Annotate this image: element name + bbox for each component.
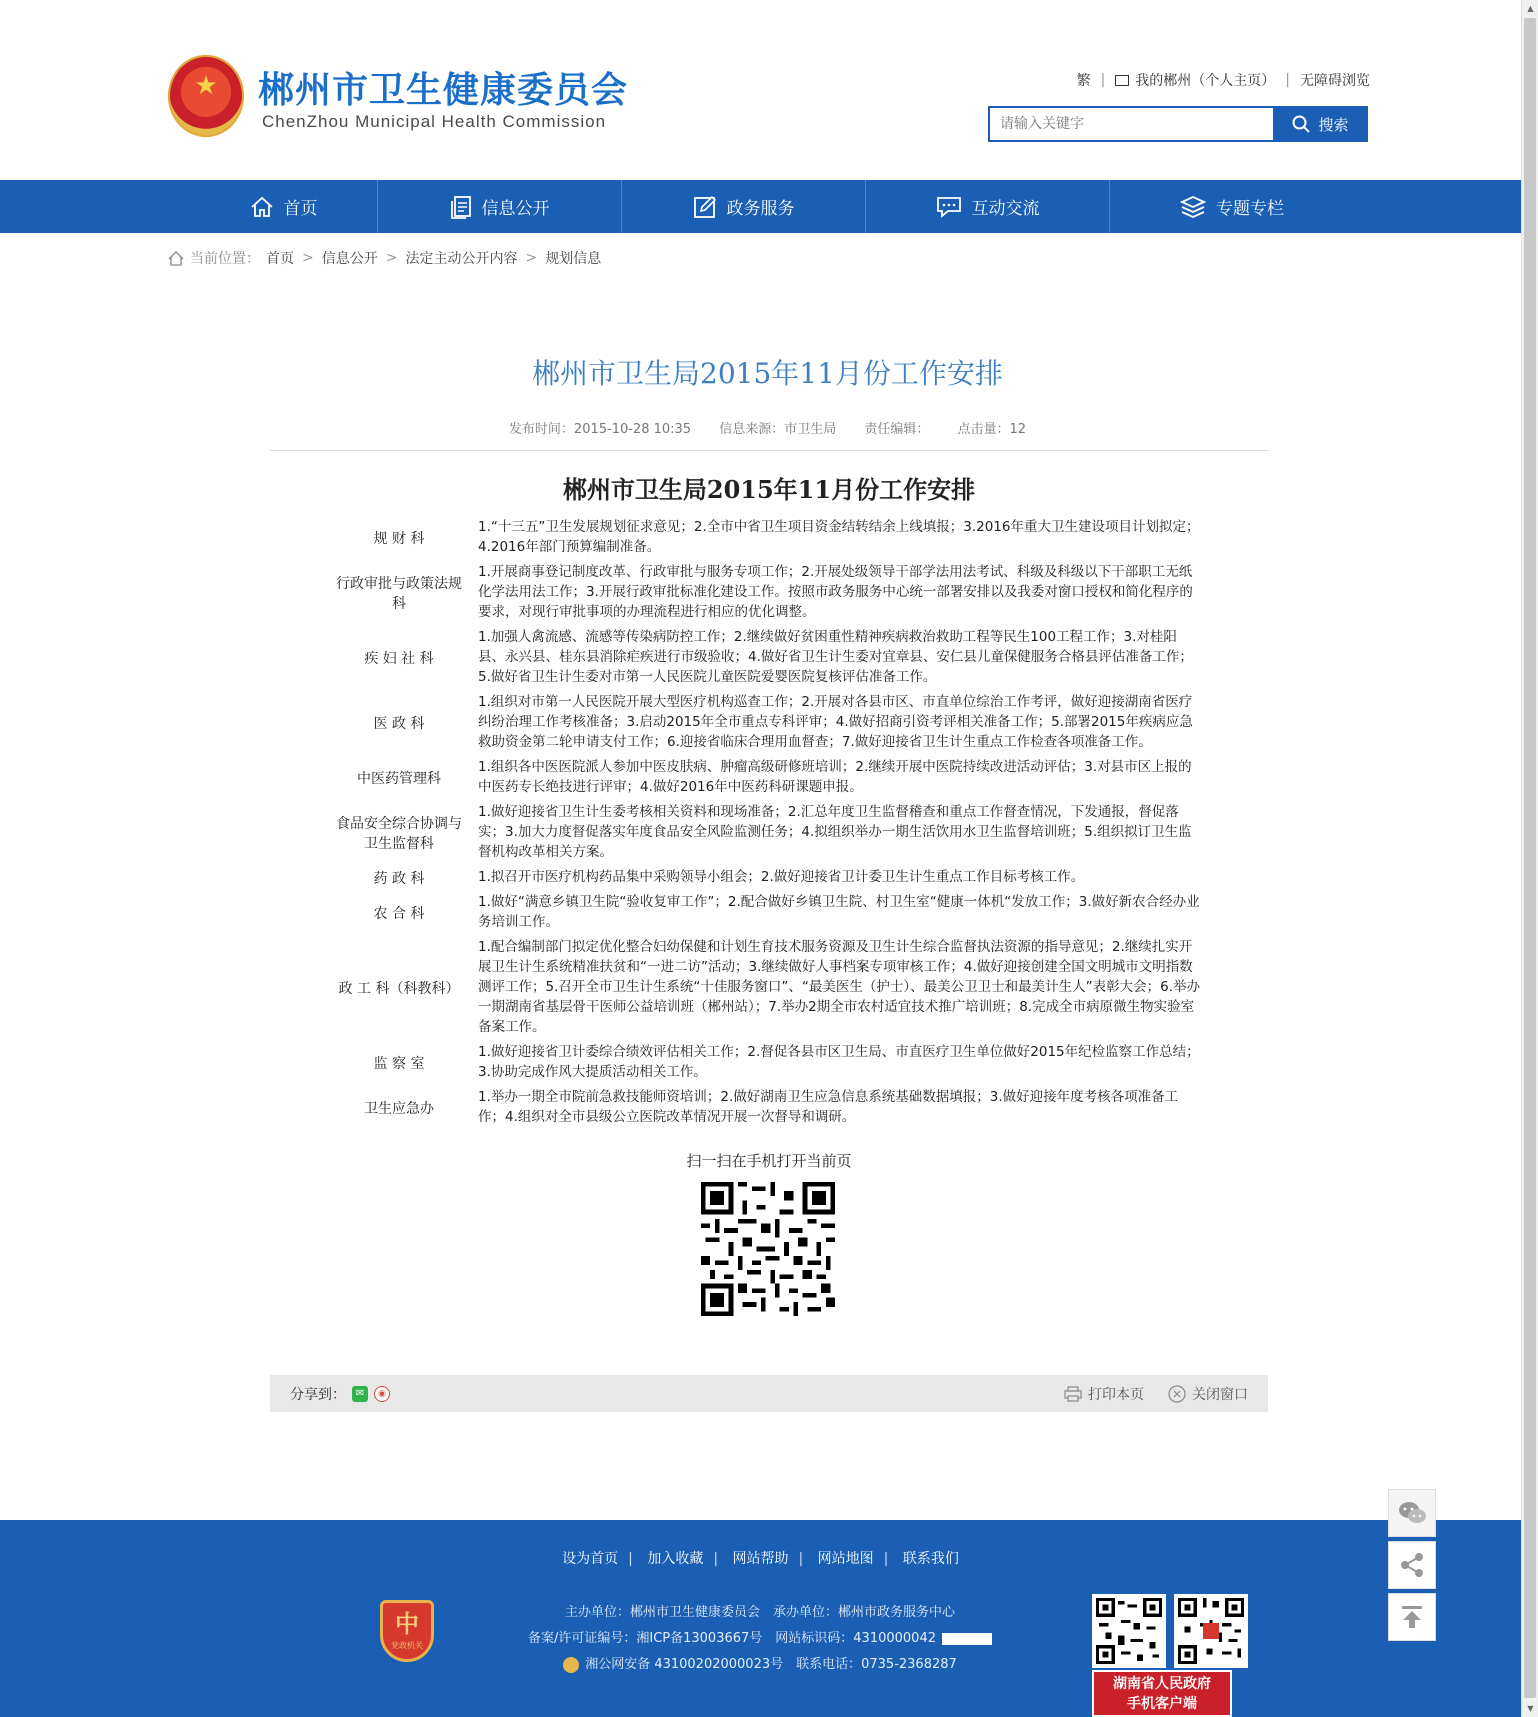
department-cell: 药 政 科	[373, 870, 425, 887]
traditional-chinese-link[interactable]: 繁	[1076, 73, 1091, 89]
scroll-thumb[interactable]	[1524, 18, 1536, 1698]
table-row	[330, 891, 1200, 936]
divider: |	[798, 1551, 804, 1567]
task-cell: 1.“十三五”卫生发展规划征求意见；2.全市中省卫生项目资金结转结余上线填报；3.2016年重大卫生建设项目计划拟定；4.2016年部门预算编制准备。	[478, 519, 1200, 555]
task-cell: 1.做好迎接省卫计委综合绩效评估相关工作；2.督促各县市区卫生局、市直医疗卫生单位做好2015年纪检监察工作总结；3.协助完成作风大提质活动相关工作。	[478, 1044, 1200, 1080]
nav-item-gov-services[interactable]	[622, 180, 866, 233]
close-window-button[interactable]	[1168, 1384, 1248, 1404]
table-row	[330, 626, 1200, 691]
nav-label: 首页	[283, 199, 318, 219]
department-cell: 中医药管理科	[357, 770, 441, 787]
nav-item-special-topics[interactable]	[1110, 180, 1354, 233]
accessibility-link[interactable]: 无障碍浏览	[1300, 73, 1370, 89]
share-float-button[interactable]	[1388, 1541, 1436, 1589]
page-qr-code	[701, 1182, 835, 1316]
site-id-badge[interactable]	[942, 1633, 992, 1645]
divider: |	[1285, 72, 1290, 88]
search-icon	[1292, 115, 1310, 133]
search-button-label: 搜索	[1318, 115, 1349, 134]
hunan-gov-app-banner[interactable]	[1092, 1670, 1232, 1717]
breadcrumb-label: 当前位置：	[190, 251, 260, 267]
nav-item-home[interactable]	[0, 180, 378, 233]
chevron-right-icon: >	[302, 250, 314, 266]
responsible-editor: 责任编辑：	[864, 422, 930, 437]
footer-icp-line	[500, 1626, 1020, 1652]
footer-link-contact[interactable]: 联系我们	[902, 1551, 959, 1567]
publish-time: 发布时间：2015-10-28 10:35	[508, 422, 692, 437]
home-icon	[168, 251, 184, 266]
department-cell: 医 政 科	[373, 715, 425, 732]
nav-label: 专题专栏	[1216, 199, 1284, 219]
department-cell: 食品安全综合协调与卫生监督科	[336, 815, 462, 852]
nav-label: 政务服务	[726, 199, 795, 219]
department-cell: 政 工 科（科教科）	[338, 980, 460, 997]
site-footer	[0, 1520, 1521, 1717]
nav-item-interaction[interactable]	[866, 180, 1110, 233]
task-cell: 1.加强人禽流感、流感等传染病防控工作；2.继续做好贫困重性精神疾病救治救助工程等民生100工程工作；3.对桂阳县、永兴县、桂东县消除疟疾进行市级验收；4.做好省卫生计生委对宜章县、安仁县儿童保健服务合格县评估准备工作；5.做好省卫生计生委对市第一人民医院儿童医院爱婴医院复核评估准备工作。	[478, 629, 1193, 685]
task-cell: 1.拟召开市医疗机构药品集中采购领导小组会；2.做好迎接省卫计委卫生计生重点工作目标考核工作。	[478, 869, 1085, 885]
task-cell: 1.配合编制部门拟定优化整合妇幼保健和计划生育技术服务资源及卫生计生综合监督执法资源的指导意见；2.继续扎实开展卫生计生系统精准扶贫和“一进二访”活动；3.继续做好人事档案专项审核工作；4.做好迎接创建全国文明城市文明指数测评工作；5.召开全市卫生计生系统“十佳服务窗口”、“最美医生（护士）、最美公卫卫士和最美计生人”表彰大会；6.举办一期湖南省基层骨干医师公益培训班（郴州站）；7.举办2期全市农村适宜技术推广培训班；8.完成全市病原微生物实验室备案工作。	[478, 939, 1200, 1035]
task-cell: 1.开展商事登记制度改革、行政审批与服务专项工作；2.开展处级领导干部学法用法考试、科级及科级以下干部职工无纸化学法用法工作；3.开展行政审批标准化建设工作。按照市政务服务中心统一部署安排以及我委对窗口授权和简化程序的要求，对现行审批事项的办理流程进行相应的优化调整。	[478, 564, 1193, 620]
department-cell: 监 察 室	[373, 1055, 425, 1072]
divider	[270, 450, 1268, 451]
table-row	[330, 936, 1200, 1041]
site-title[interactable]: 郴州市卫生健康委员会	[258, 70, 629, 111]
banner-line-2: 手机客户端	[1127, 1696, 1197, 1712]
badge-emblem-icon: 中	[395, 1609, 419, 1638]
footer-link-sitemap[interactable]: 网站地图	[817, 1551, 874, 1567]
nav-label: 互动交流	[971, 199, 1040, 219]
work-arrangement-table	[330, 516, 1200, 1131]
top-links	[1050, 70, 1370, 90]
divider: |	[883, 1551, 889, 1567]
breadcrumb-item[interactable]: 首页	[266, 251, 294, 267]
site-subtitle: ChenZhou Municipal Health Commission	[262, 112, 607, 131]
table-row	[330, 1086, 1200, 1131]
close-label: 关闭窗口	[1192, 1386, 1248, 1403]
party-government-badge[interactable]	[380, 1600, 434, 1662]
chevron-right-icon: >	[385, 250, 398, 266]
footer-icp[interactable]: 备案/许可证编号：湘ICP备13003667号 网站标识码：4310000042	[527, 1631, 936, 1646]
footer-police-line	[500, 1652, 1020, 1678]
printer-icon	[1064, 1386, 1082, 1402]
my-chenzhou-link[interactable]: 我的郴州（个人主页）	[1135, 73, 1276, 89]
qr-caption: 扫一扫在手机打开当前页	[686, 1152, 852, 1170]
task-cell: 1.做好“满意乡镇卫生院“验收复审工作”；2.配合做好乡镇卫生院、村卫生室“健康一体机“发放工作；3.做好新农合经办业务培训工作。	[478, 894, 1200, 930]
share-icon	[1398, 1551, 1426, 1579]
table-row	[330, 1041, 1200, 1086]
print-label: 打印本页	[1088, 1386, 1144, 1403]
table-row	[330, 516, 1200, 561]
divider: |	[628, 1551, 633, 1567]
nav-label: 信息公开	[481, 199, 550, 219]
search-button[interactable]	[1273, 106, 1368, 142]
wechat-icon	[1397, 1500, 1427, 1526]
footer-link-help[interactable]: 网站帮助	[732, 1551, 789, 1567]
print-button[interactable]	[1064, 1384, 1144, 1404]
click-count: 点击量：12	[957, 422, 1027, 437]
footer-host: 主办单位：郴州市卫生健康委员会 承办单位：郴州市政务服务中心	[564, 1605, 955, 1620]
banner-line-1: 湖南省人民政府	[1113, 1676, 1211, 1692]
department-cell: 行政审批与政策法规科	[336, 575, 462, 612]
national-emblem-logo[interactable]: ★	[168, 55, 244, 137]
table-row	[330, 866, 1200, 891]
weibo-share-icon[interactable]: ◉	[374, 1386, 390, 1402]
footer-links	[0, 1548, 1521, 1568]
footer-qr-code-1	[1092, 1594, 1166, 1668]
search-box	[988, 106, 1368, 142]
content-title: 郴州市卫生局2015年11月份工作安排	[562, 475, 976, 504]
main-nav	[0, 180, 1521, 233]
department-cell: 疾 妇 社 科	[364, 650, 434, 667]
share-label: 分享到：	[290, 1386, 346, 1403]
vertical-scrollbar[interactable]	[1521, 0, 1538, 1717]
site-header	[0, 0, 1521, 180]
table-row	[330, 801, 1200, 866]
task-cell: 1.做好迎接省卫生计生委考核相关资料和现场准备；2.汇总年度卫生监督稽查和重点工作督查情况，下发通报，督促落实；3.加大力度督促落实年度食品安全风险监测任务；4.拟组织举办一期生活饮用水卫生监督培训班；5.组织拟订卫生监督机构改革相关方案。	[478, 804, 1192, 860]
breadcrumb-item[interactable]: 规划信息	[545, 251, 602, 267]
task-cell: 1.组织各中医医院派人参加中医皮肤病、肿瘤高级研修班培训；2.继续开展中医院持续改进活动评估；3.对县市区上报的中医药专长绝技进行评审；4.做好2016年中医药科研课题申报。	[478, 759, 1192, 795]
edit-icon	[693, 195, 717, 219]
share-bar	[270, 1375, 1268, 1412]
divider: |	[713, 1551, 719, 1567]
department-cell: 农 合 科	[373, 905, 425, 922]
breadcrumb	[168, 248, 601, 268]
footer-info	[500, 1600, 1020, 1678]
back-to-top-button[interactable]	[1388, 1593, 1436, 1641]
divider: |	[1100, 72, 1106, 88]
task-cell: 1.举办一期全市院前急救技能师资培训；2.做好湖南卫生应急信息系统基础数据填报；3.做好迎接年度考核各项准备工作；4.组织对全市县级公立医院改革情况开展一次督导和调研。	[478, 1089, 1179, 1125]
footer-police[interactable]: 湘公网安备 43100202000023号 联系电话：0735-2368287	[585, 1657, 957, 1672]
search-input[interactable]	[988, 106, 1273, 142]
scroll-down-icon[interactable]: ▼	[1527, 1704, 1534, 1713]
article-title: 郴州市卫生局2015年11月份工作安排	[532, 357, 1003, 390]
wechat-share-icon[interactable]: ✉	[352, 1386, 368, 1402]
monitor-icon	[1115, 75, 1129, 86]
table-row	[330, 561, 1200, 626]
task-cell: 1.组织对市第一人民医院开展大型医疗机构巡查工作；2.开展对各县市区、市直单位综治工作考评，做好迎接湖南省医疗纠纷治理工作考核准备；3.启动2015年全市重点专科评审；4.做好招商引资考评相关准备工作；5.部署2015年疾病应急救助资金第二轮申请支付工作；6.迎接省临床合理用血督查；7.做好迎接省卫生计生重点工作检查各项准备工作。	[478, 694, 1193, 750]
chat-icon	[936, 196, 962, 218]
footer-link-set-home[interactable]: 设为首页	[562, 1551, 619, 1567]
layers-icon	[1180, 195, 1206, 219]
info-source: 信息来源：市卫生局	[719, 422, 837, 437]
nav-item-info-disclosure[interactable]	[378, 180, 622, 233]
breadcrumb-item[interactable]: 信息公开	[321, 251, 378, 267]
footer-qr-code-2	[1174, 1594, 1248, 1668]
table-row	[330, 756, 1200, 801]
police-badge-icon	[563, 1657, 579, 1673]
floating-side-tools	[1388, 1489, 1436, 1645]
article-meta	[270, 418, 1265, 437]
scroll-up-icon[interactable]: ▲	[1527, 4, 1534, 13]
wechat-float-button[interactable]	[1388, 1489, 1436, 1537]
chevron-right-icon: >	[525, 250, 538, 266]
department-cell: 规 财 科	[373, 530, 425, 547]
home-icon	[250, 196, 274, 218]
document-icon	[450, 195, 472, 219]
arrow-up-icon	[1399, 1604, 1425, 1630]
breadcrumb-item[interactable]: 法定主动公开内容	[405, 251, 518, 267]
footer-link-bookmark[interactable]: 加入收藏	[647, 1551, 704, 1567]
department-cell: 卫生应急办	[364, 1100, 434, 1117]
table-row	[330, 691, 1200, 756]
close-icon	[1168, 1385, 1186, 1403]
badge-text: 党政机关	[391, 1640, 423, 1650]
